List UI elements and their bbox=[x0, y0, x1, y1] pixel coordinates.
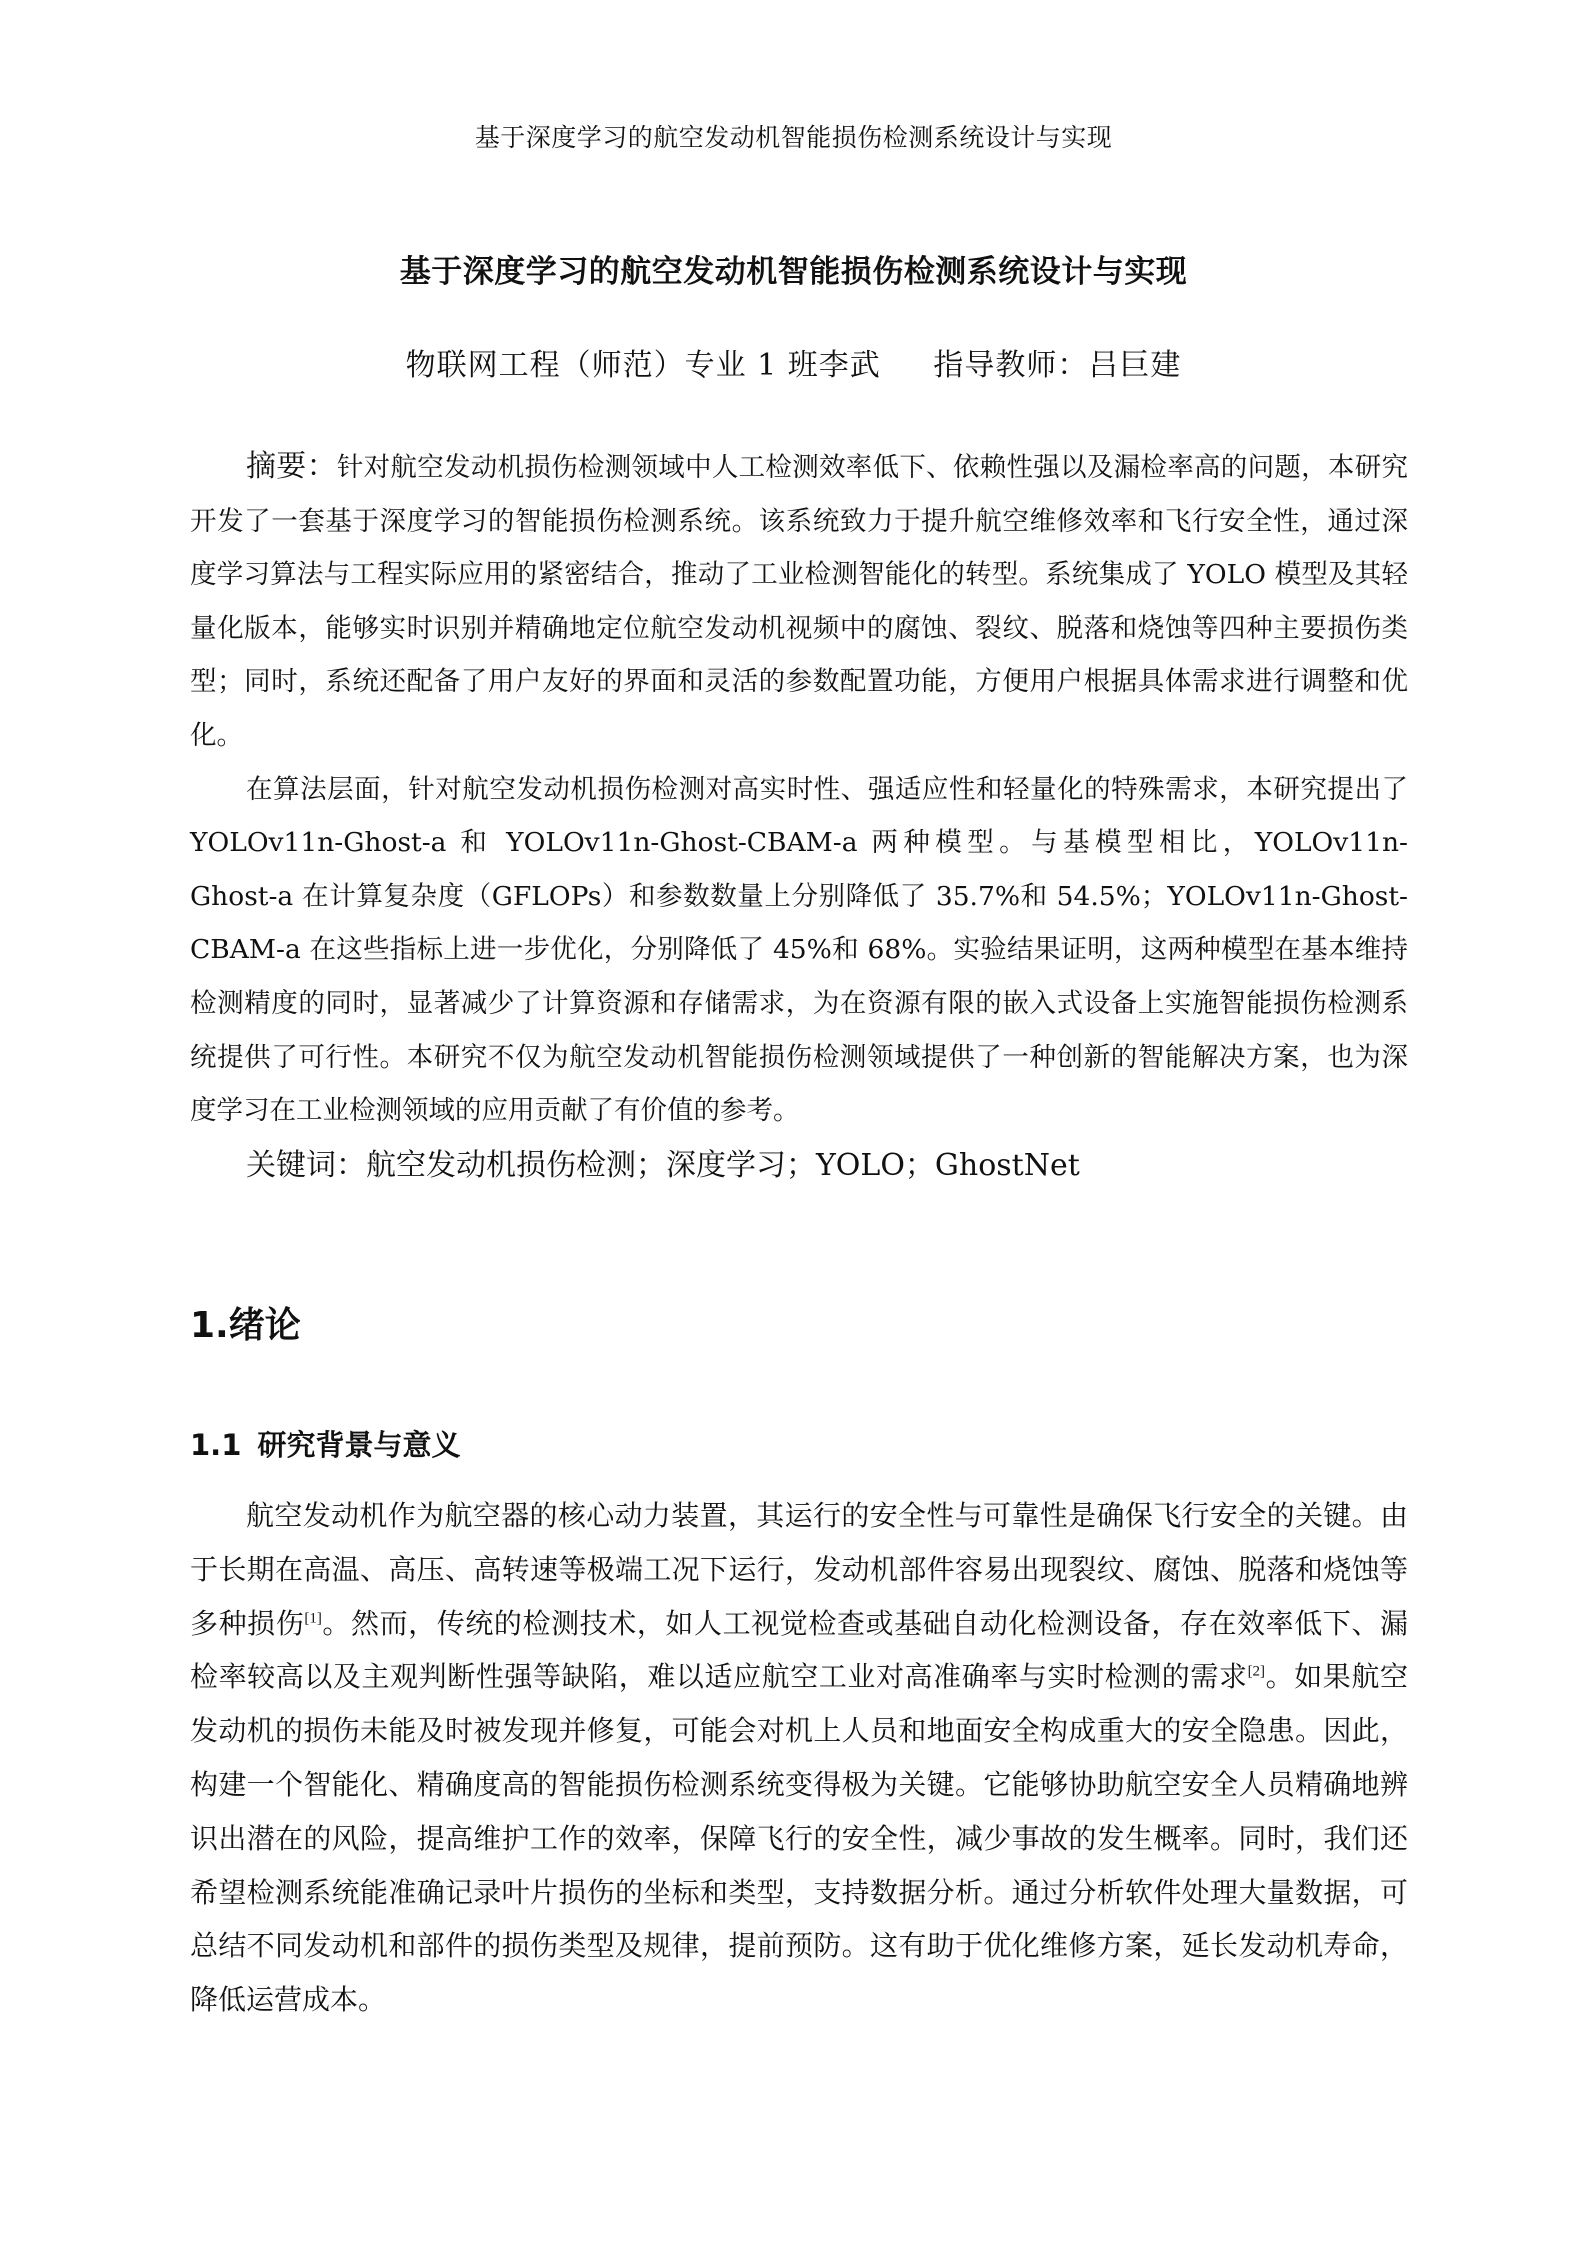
abstract bbox=[190, 440, 1408, 1138]
abstract-paragraph-2: 在算法层面，针对航空发动机损伤检测对高实时性、强适应性和轻量化的特殊需求，本研究提出了 YOLOv11n-Ghost-a 和 YOLOv11n-Ghost-CBAM-a 两种模型。与基模型相比，YOLOv11n-Ghost-a 在计算复杂度（GFLOPs）和参数数量上分别降低了 35.7%和 54.5%；YOLOv11n-Ghost-CBAM-a 在这些指标上进一步优化，分别降低了 45%和 68%。实验结果证明，这两种模型在基本维持检测精度的同时，显著减少了计算资源和存储需求，为在资源有限的嵌入式设备上实施智能损伤检测系统提供了可行性。本研究不仅为航空发动机智能损伤检测领域提供了一种创新的智能解决方案，也为深度学习在工业检测领域的应用贡献了有价值的参考。 bbox=[190, 773, 1408, 1127]
body-text-segment-2: 。然而，传统的检测技术，如人工视觉检查或基础自动化检测设备，存在效率低下、漏检率较高以及主观判断性强等缺陷，难以适应航空工业对高准确率与实时检测的需求 bbox=[190, 1608, 1408, 1694]
abstract-paragraph-1 bbox=[190, 440, 1408, 763]
subsection-heading: 1.1 研究背景与意义 bbox=[190, 1428, 461, 1462]
running-header: 基于深度学习的航空发动机智能损伤检测系统设计与实现 bbox=[474, 123, 1113, 152]
keywords-value: 航空发动机损伤检测；深度学习；YOLO；GhostNet bbox=[366, 1148, 1080, 1183]
body-text-segment-1: 航空发动机作为航空器的核心动力装置，其运行的安全性与可靠性是确保飞行安全的关键。由于长期在高温、高压、高转速等极端工况下运行，发动机部件容易出现裂纹、腐蚀、脱落和烧蚀等多种损伤 bbox=[190, 1501, 1408, 1640]
abstract-text-1: 针对航空发动机损伤检测领域中人工检测效率低下、依赖性强以及漏检率高的问题，本研究开发了一套基于深度学习的智能损伤检测系统。该系统致力于提升航空维修效率和飞行安全性，通过深度学习算法与工程实际应用的紧密结合，推动了工业检测智能化的转型。系统集成了 YOLO 模型及其轻量化版本，能够实时识别并精确地定位航空发动机视频中的腐蚀、裂纹、脱落和烧蚀等四种主要损伤类型；同时，系统还配备了用户友好的界面和灵活的参数配置功能，方便用户根据具体需求进行调整和优化。 bbox=[190, 452, 1409, 751]
section-heading: 1.绪论 bbox=[190, 1305, 301, 1346]
body-text-segment-3: 。如果航空发动机的损伤未能及时被发现并修复，可能会对机上人员和地面安全构成重大的安全隐患。因此，构建一个智能化、精确度高的智能损伤检测系统变得极为关键。它能够协助航空安全人员精确地辨识出潜在的风险，提高维护工作的效率，保障飞行的安全性，减少事故的发生概率。同时，我们还希望检测系统能准确记录叶片损伤的坐标和类型，支持数据分析。通过分析软件处理大量数据，可总结不同发动机和部件的损伤类型及规律，提前预防。这有助于优化维修方案，延长发动机寿命，降低运营成本。 bbox=[190, 1662, 1408, 2017]
keywords-label: 关键词： bbox=[246, 1148, 366, 1183]
paper-title: 基于深度学习的航空发动机智能损伤检测系统设计与实现 bbox=[399, 254, 1188, 290]
body-paragraph bbox=[190, 1490, 1408, 2028]
citation-2[interactable]: [2] bbox=[1247, 1664, 1266, 1681]
keywords bbox=[246, 1142, 1406, 1190]
citation-1[interactable]: [1] bbox=[304, 1610, 322, 1627]
author-line: 物联网工程（师范）专业 1 班李武 指导教师：吕巨建 bbox=[405, 348, 1182, 383]
abstract-label: 摘要： bbox=[246, 449, 337, 484]
